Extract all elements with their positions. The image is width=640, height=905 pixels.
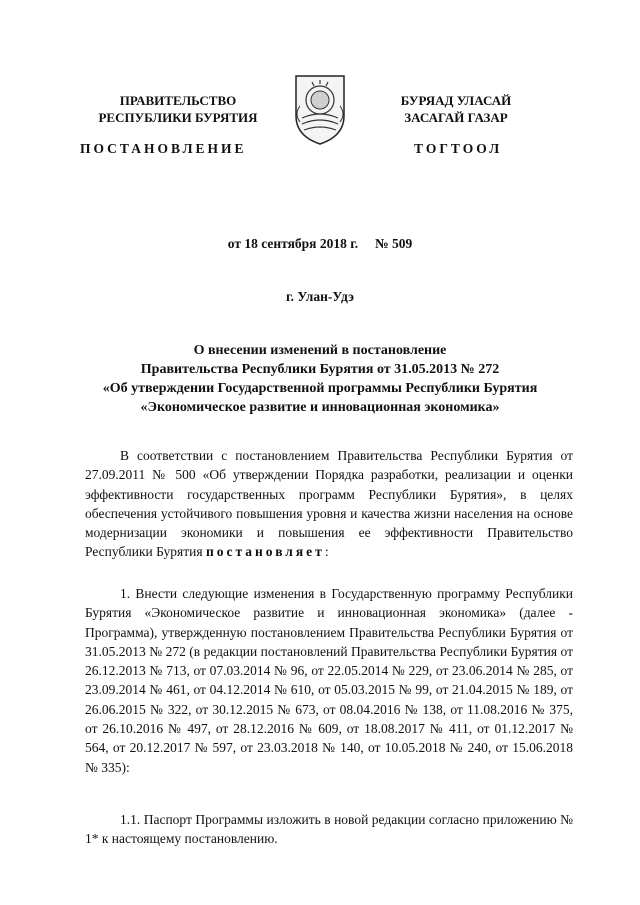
heading-line-1: О внесении изменений в постановление xyxy=(193,343,447,358)
preamble-text: В соответствии с постановлением Правительства Республики Бурятия от 27.09.2011 № 500 «Об утверждении Порядка разработки, реализации и оценки эффективности государственных программ Республики Бурятия», в целях обеспечения устойчивого повышения уровня и качества жизни населения на основе модернизации экономики и повышения ее эффективности Правительство Республики Бурятия xyxy=(85,448,573,560)
heading-line-3: «Об утверждении Государственной программы Республики Бурятия xyxy=(102,381,538,396)
item-1-paragraph: 1. Внести следующие изменения в Государственную программу Республики Бурятия «Экономическое развитие и инновационная экономика» (далее - Программа), утвержденную постановлением Правительства Республики Бурятия от 31.05.2013 № 272 (в редакции постановлений Правительства Республики Бурятия от 26.12.2013 № 713, от 07.03.2014 № 96, от 22.05.2014 № 229, от 23.06.2014 № 285, от 23.09.2014 № 461, от 04.12.2014 № 610, от 05.03.2015 № 99, от 21.04.2015 № 189, от 26.06.2015 № 322, от 30.12.2015 № 673, от 08.04.2016 № 138, от 11.08.2016 № 375, от 26.10.2016 № 497, от 28.12.2016 № 609, от 18.08.2017 № 411, от 01.12.2017 № 564, от 20.12.2017 № 597, от 23.03.2018 № 140, от 10.05.2018 № 240, от 15.06.2018 № 335): xyxy=(85,586,573,775)
resolves-word: постановляет xyxy=(205,544,325,560)
city: г. Улан-Удэ xyxy=(286,289,354,304)
date-and-number: от 18 сентября 2018 г. № 509 xyxy=(227,236,413,251)
item-1-1-paragraph: 1.1. Паспорт Программы изложить в новой редакции согласно приложению № 1* к настоящему постановлению. xyxy=(85,812,573,847)
government-name-ru-line1: ПРАВИТЕЛЬСТВО xyxy=(119,93,237,108)
heading-line-2: Правительства Республики Бурятия от 31.05.2013 № 272 xyxy=(140,362,500,377)
government-name-bu-line1: БУРЯАД УЛАСАЙ xyxy=(400,93,512,108)
heading-line-4: «Экономическое развитие и инновационная экономика» xyxy=(140,400,500,415)
coat-of-arms-emblem xyxy=(290,70,350,148)
document-type-buryat: ТОГТООЛ xyxy=(414,141,503,156)
preamble-paragraph xyxy=(85,446,573,562)
government-name-buryat xyxy=(356,92,556,126)
document-heading xyxy=(60,341,580,417)
government-name-ru-line2: РЕСПУБЛИКИ БУРЯТИЯ xyxy=(98,110,258,125)
government-name-russian xyxy=(78,92,278,126)
preamble-end: : xyxy=(324,544,329,560)
document-type-russian: ПОСТАНОВЛЕНИЕ xyxy=(80,141,247,156)
government-name-bu-line2: ЗАСАГАЙ ГАЗАР xyxy=(404,110,508,125)
